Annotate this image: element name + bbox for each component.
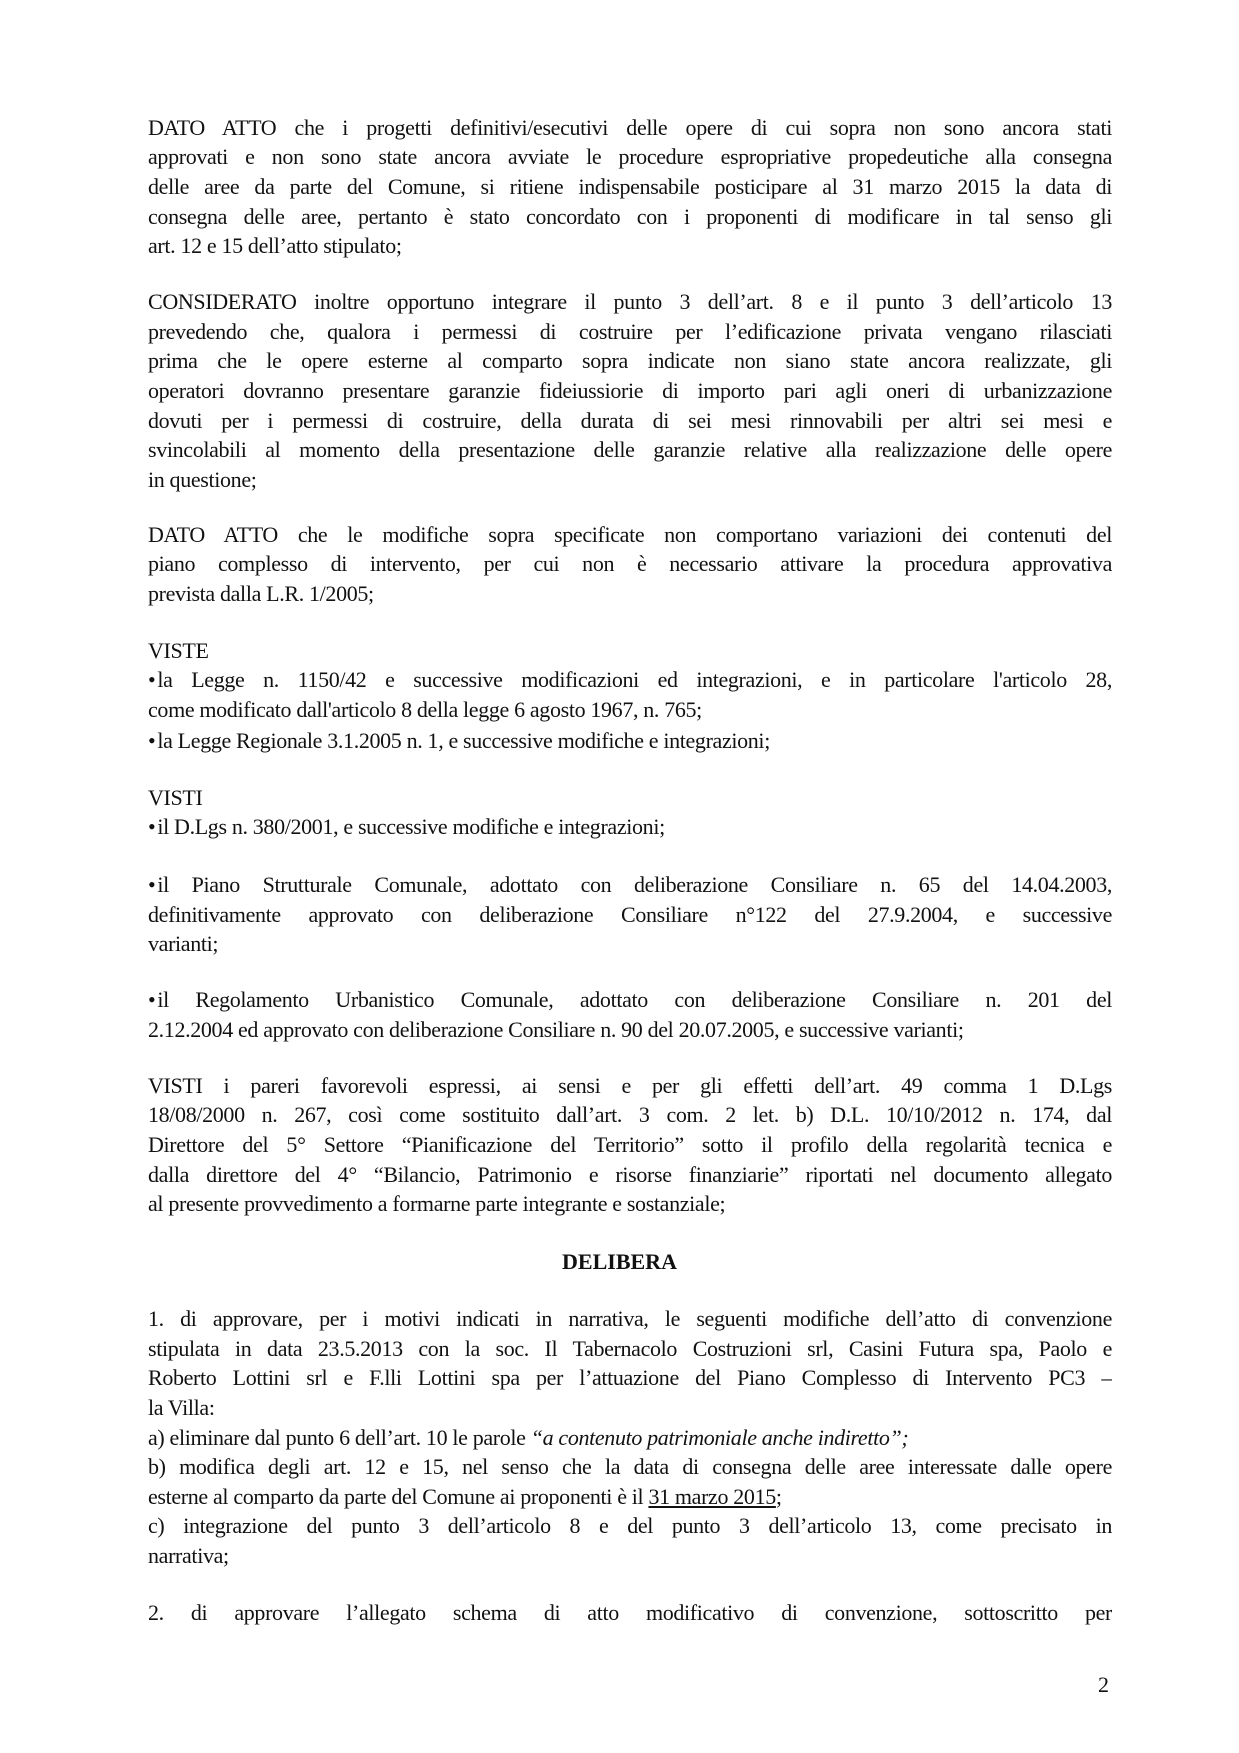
visti-pareri-line: 18/08/2000 n. 267, così come sostituito dall’art. 3 com. 2 let. b) D.L. 10/10/2012 n. 174, dal bbox=[148, 1102, 1112, 1127]
point-1-line: 1. di approvare, per i motivi indicati in narrativa, le seguenti modifiche dell’atto di convenzione bbox=[148, 1306, 1112, 1331]
bullet-icon: • bbox=[148, 872, 156, 897]
point-1-line: Roberto Lottini srl e F.lli Lottini spa per l’attuazione del Piano Complesso di Intervento PC3 – bbox=[148, 1365, 1112, 1390]
visti-item-text: il Regolamento Urbanistico Comunale, adottato con deliberazione Consiliare n. 201 del bbox=[157, 987, 1112, 1012]
dato-atto-2-line: piano complesso di intervento, per cui non è necessario attivare la procedura approvativa bbox=[148, 551, 1112, 576]
visti-item bbox=[148, 870, 1112, 900]
considerato-line: operatori dovranno presentare garanzie fideiussiorie di importo pari agli oneri di urbanizzazione bbox=[148, 378, 1112, 403]
dato-atto-2-line: DATO ATTO che le modifiche sopra specificate non comportano variazioni dei contenuti del bbox=[148, 522, 1112, 547]
point-1b-text: esterne al comparto da parte del Comune ai proponenti è il bbox=[148, 1484, 649, 1509]
dato-atto-1-line: consegna delle aree, pertanto è stato concordato con i proponenti di modificare in tal senso gli bbox=[148, 204, 1112, 229]
point-1b-line bbox=[148, 1482, 1112, 1512]
bullet-icon: • bbox=[148, 667, 156, 692]
visti-item-continuation: definitivamente approvato con deliberazione Consiliare n°122 del 27.9.2004, e successive bbox=[148, 902, 1112, 927]
delibera-heading: DELIBERA bbox=[562, 1249, 677, 1274]
viste-item bbox=[148, 665, 1112, 695]
dato-atto-1-line: delle aree da parte del Comune, si ritiene indispensabile posticipare al 31 marzo 2015 la data di bbox=[148, 174, 1112, 199]
point-1a-quote: “a contenuto patrimoniale anche indiretto”; bbox=[530, 1425, 909, 1450]
bullet-icon: • bbox=[148, 814, 156, 839]
visti-pareri-line: Direttore del 5° Settore “Pianificazione del Territorio” sotto il profilo della regolarità tecnica e bbox=[148, 1132, 1112, 1157]
point-1b-suffix: ; bbox=[775, 1484, 782, 1509]
visti-item-text: il Piano Strutturale Comunale, adottato con deliberazione Consiliare n. 65 del 14.04.2003, bbox=[157, 872, 1112, 897]
visti-item bbox=[148, 812, 1112, 842]
viste-item bbox=[148, 726, 1112, 756]
point-1a bbox=[148, 1423, 1112, 1453]
page-number: 2 bbox=[1098, 1672, 1109, 1697]
visti-item-continuation: varianti; bbox=[148, 931, 219, 956]
considerato-line: CONSIDERATO inoltre opportuno integrare il punto 3 dell’art. 8 e il punto 3 dell’articolo 13 bbox=[148, 289, 1112, 314]
viste-item-text: la Legge n. 1150/42 e successive modificazioni ed integrazioni, e in particolare l'articolo 28, bbox=[157, 667, 1112, 692]
visti-item bbox=[148, 985, 1112, 1015]
viste-item-text: la Legge Regionale 3.1.2005 n. 1, e successive modifiche e integrazioni; bbox=[157, 728, 770, 753]
viste-label: VISTE bbox=[148, 638, 209, 663]
point-1b-line: b) modifica degli art. 12 e 15, nel senso che la data di consegna delle aree interessate dalle opere bbox=[148, 1454, 1112, 1479]
dato-atto-1-line: art. 12 e 15 dell’atto stipulato; bbox=[148, 233, 402, 258]
point-1-line: la Villa: bbox=[148, 1395, 215, 1420]
considerato-line: prima che le opere esterne al comparto sopra indicate non siano state ancora realizzate, gli bbox=[148, 348, 1112, 373]
visti-pareri-line: dalla direttore del 4° “Bilancio, Patrimonio e risorse finanziarie” riportati nel documento allegato bbox=[148, 1162, 1112, 1187]
point-1c-line: c) integrazione del punto 3 dell’articolo 8 e del punto 3 dell’articolo 13, come precisato in bbox=[148, 1513, 1112, 1538]
visti-label: VISTI bbox=[148, 785, 203, 810]
visti-pareri-line: al presente provvedimento a formarne parte integrante e sostanziale; bbox=[148, 1191, 726, 1216]
point-1-line: stipulata in data 23.5.2013 con la soc. Il Tabernacolo Costruzioni srl, Casini Futura spa, Paolo e bbox=[148, 1336, 1112, 1361]
bullet-icon: • bbox=[148, 728, 156, 753]
point-1b-date: 31 marzo 2015 bbox=[648, 1484, 776, 1509]
point-1a-text: a) eliminare dal punto 6 dell’art. 10 le parole bbox=[148, 1425, 531, 1450]
dato-atto-1-line: approvati e non sono state ancora avviate le procedure espropriative propedeutiche alla consegna bbox=[148, 144, 1112, 169]
considerato-line: prevedendo che, qualora i permessi di costruire per l’edificazione privata vengano rilasciati bbox=[148, 319, 1112, 344]
bullet-icon: • bbox=[148, 987, 156, 1012]
visti-item-text: il D.Lgs n. 380/2001, e successive modifiche e integrazioni; bbox=[157, 814, 665, 839]
visti-item-continuation: 2.12.2004 ed approvato con deliberazione Consiliare n. 90 del 20.07.2005, e successive varianti; bbox=[148, 1017, 964, 1042]
point-1c-line: narrativa; bbox=[148, 1543, 229, 1568]
considerato-line: in questione; bbox=[148, 467, 257, 492]
point-2-line: 2. di approvare l’allegato schema di atto modificativo di convenzione, sottoscritto per bbox=[148, 1600, 1112, 1625]
dato-atto-2-line: prevista dalla L.R. 1/2005; bbox=[148, 581, 374, 606]
dato-atto-1-line: DATO ATTO che i progetti definitivi/esecutivi delle opere di cui sopra non sono ancora stati bbox=[148, 115, 1112, 140]
considerato-line: svincolabili al momento della presentazione delle garanzie relative alla realizzazione delle opere bbox=[148, 437, 1112, 462]
visti-pareri-line: VISTI i pareri favorevoli espressi, ai sensi e per gli effetti dell’art. 49 comma 1 D.Lgs bbox=[148, 1073, 1112, 1098]
viste-item-continuation: come modificato dall'articolo 8 della legge 6 agosto 1967, n. 765; bbox=[148, 697, 702, 722]
considerato-line: dovuti per i permessi di costruire, della durata di sei mesi rinnovabili per altri sei mesi e bbox=[148, 408, 1112, 433]
